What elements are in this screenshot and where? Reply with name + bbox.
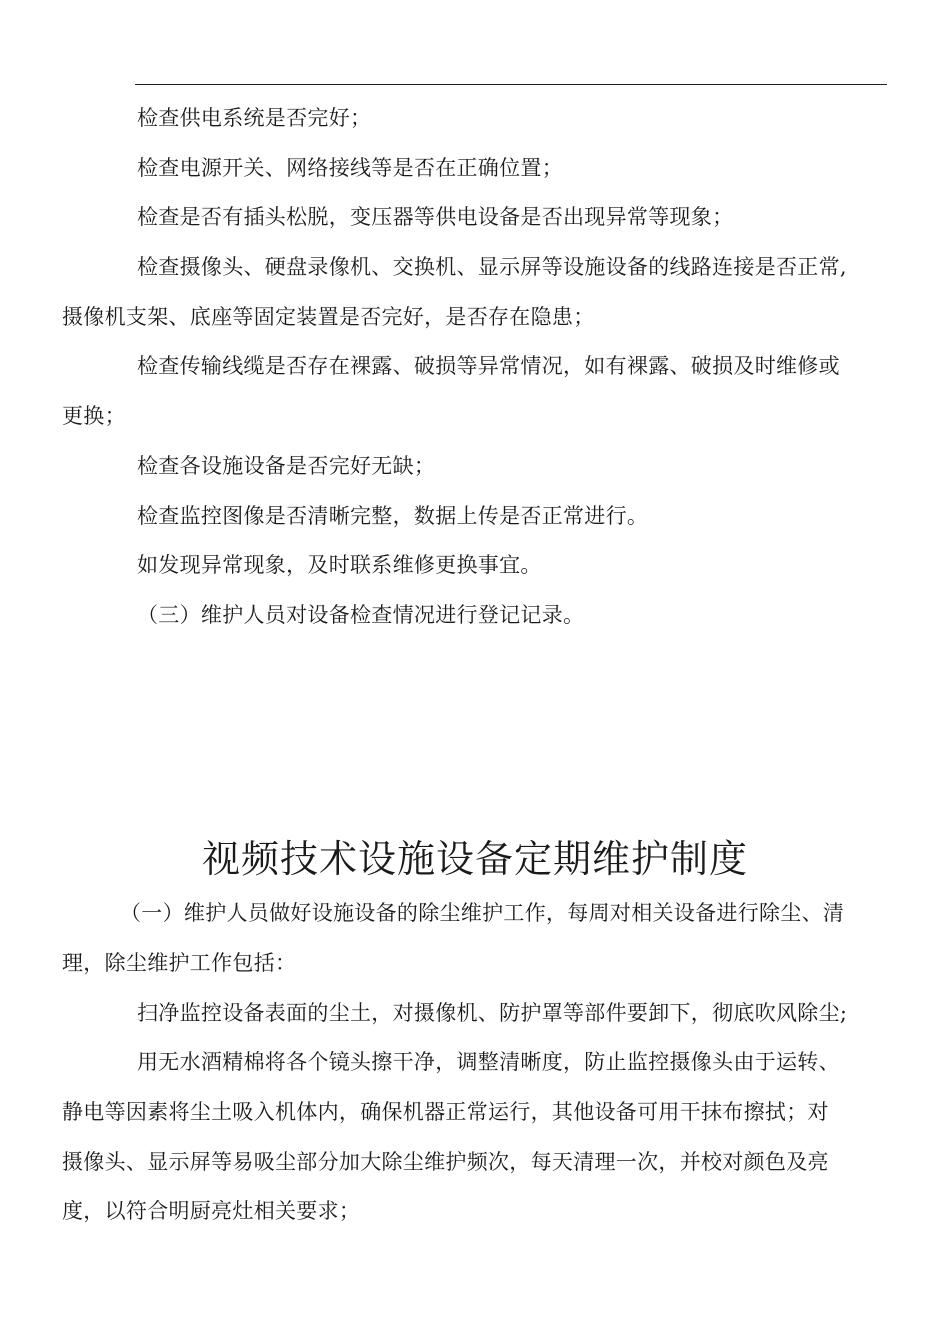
abnormal-contact-line: 如发现异常现象，及时联系维修更换事宜。 (137, 553, 542, 577)
check-switch-line: 检查电源开关、网络接线等是否在正确位置； (137, 156, 563, 180)
clean-surface-line: 扫净监控设备表面的尘土，对摄像机、防护罩等部件要卸下，彻底吹风除尘; (137, 1001, 848, 1025)
check-cable-line-cont: 更换； (62, 404, 126, 428)
check-wiring-line-cont: 摄像机支架、底座等固定装置是否完好，是否存在隐患； (62, 305, 595, 329)
dust-intro-line: （一）维护人员做好设施设备的除尘维护工作，每周对相关设备进行除尘、清 (120, 901, 845, 925)
dust-intro-line-cont: 理，除尘维护工作包括： (62, 951, 297, 975)
check-complete-line: 检查各设施设备是否完好无缺； (137, 454, 436, 478)
check-power-line: 检查供电系统是否完好； (137, 106, 372, 130)
lens-clean-line-cont2: 摄像头、显示屏等易吸尘部分加大除尘维护频次，每天清理一次，并校对颜色及亮 (62, 1150, 829, 1174)
header-rule (135, 84, 887, 85)
check-cable-line: 检查传输线缆是否存在裸露、破损等异常情况，如有裸露、破损及时维修或 (137, 354, 840, 378)
check-image-line: 检查监控图像是否清晰完整，数据上传是否正常进行。 (137, 504, 649, 528)
page-title: 视频技术设施设备定期维护制度 (201, 837, 748, 881)
lens-clean-line-cont1: 静电等因素将尘土吸入机体内，确保机器正常运行，其他设备可用干抹布擦拭；对 (62, 1100, 829, 1124)
check-plug-line: 检查是否有插头松脱，变压器等供电设备是否出现异常等现象； (137, 205, 734, 229)
check-wiring-line: 检查摄像头、硬盘录像机、交换机、显示屏等设施设备的线路连接是否正常, (137, 255, 847, 279)
lens-clean-line: 用无水酒精棉将各个镜头擦干净，调整清晰度，防止监控摄像头由于运转、 (137, 1050, 840, 1074)
record-line: （三）维护人员对设备检查情况进行登记记录。 (137, 603, 585, 627)
lens-clean-line-cont3: 度，以符合明厨亮灶相关要求； (62, 1199, 361, 1223)
